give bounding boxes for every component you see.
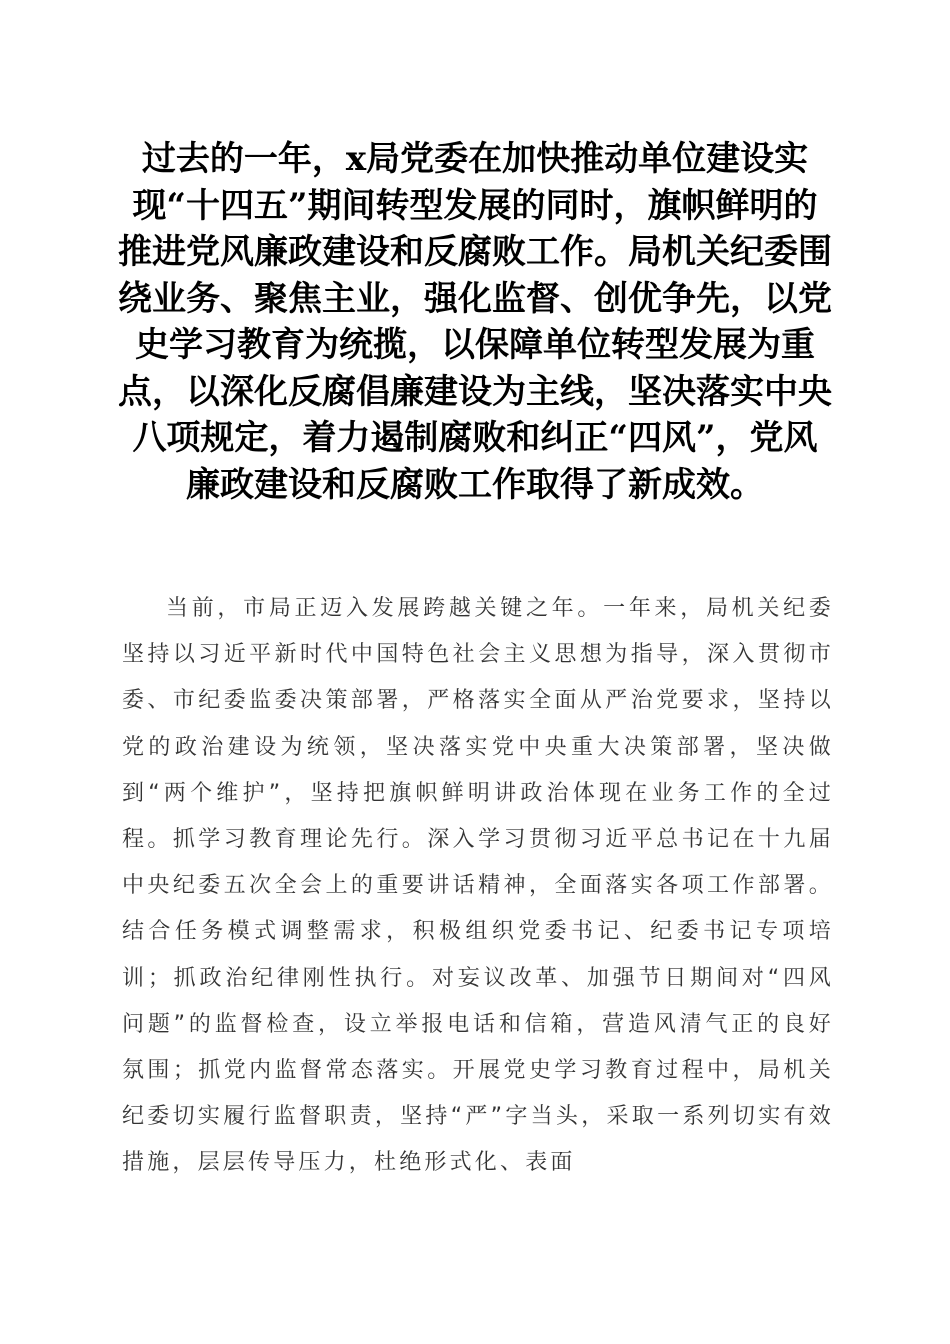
body-paragraph: 当前，市局正迈入发展跨越关键之年。一年来，局机关纪委坚持以习近平新时代中国特色社会主义思想为指导，深入贯彻市委、市纪委监委决策部署，严格落实全面从严治党要求，坚持以党的政治建设为统领，坚决落实党中央重大决策部署，坚决做到“两个维护”，坚持把旗帜鲜明讲政治体现在业务工作的全过程。抓学习教育理论先行。深入学习贯彻习近平总书记在十九届中央纪委五次全会上的重要讲话精神，全面落实各项工作部署。结合任务模式调整需求，积极组织党委书记、纪委书记专项培训；抓政治纪律刚性执行。对妄议改革、加强节日期间对“四风问题”的监督检查，设立举报电话和信箱，营造风清气正的良好氛围；抓党内监督常态落实。开展党史学习教育过程中，局机关纪委切实履行监督职责，坚持“严”字当头，采取一系列切实有效措施，层层传导压力，杜绝形式化、表面 (122, 596, 834, 1176)
document-title: 过去的一年，x局党委在加快推动单位建设实现“十四五”期间转型发展的同时，旗帜鲜明的推进党风廉政建设和反腐败工作。局机关纪委围绕业务、聚焦主业，强化监督、创优争先，以党史学习教育为统揽，以保障单位转型发展为重点，以深化反腐倡廉建设为主线，坚决落实中央八项规定，着力遏制腐败和纠正“四风”，党风廉政建设和反腐败工作取得了新成效。 (118, 139, 832, 505)
